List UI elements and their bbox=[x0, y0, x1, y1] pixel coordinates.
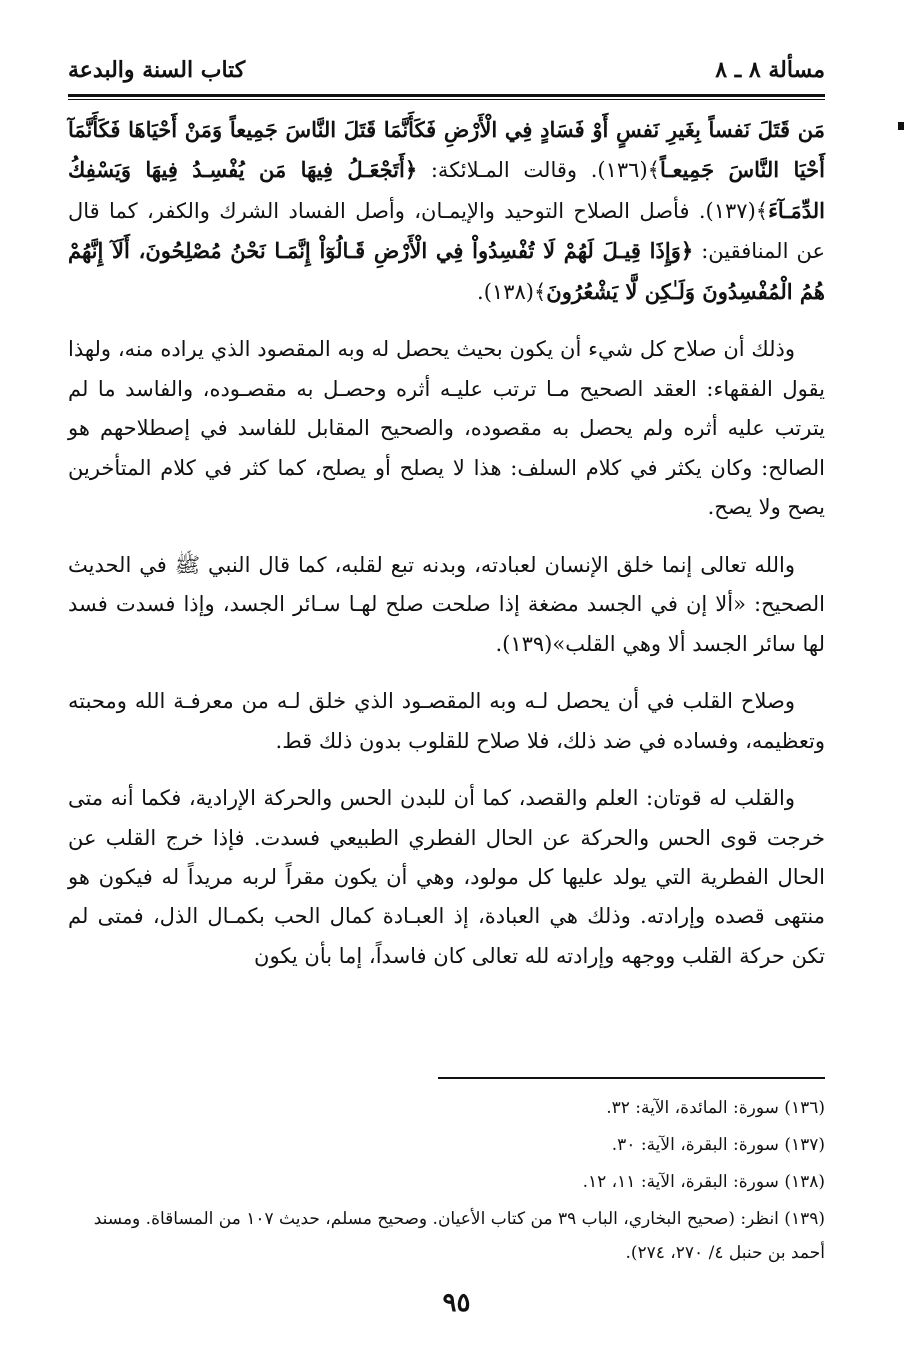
quran-verse: ﴿وَإِذَا قِيـلَ لَهُمْ لَا تُفْسِدُواْ فِي الْأَرْضِ قَـالُوٓاْ إِنَّمَـا نَحْنُ مُصْلِحُونَ، أَلَآ إِنَّهُمْ هُمُ الْمُفْسِدُونَ وَلَـٰكِن لَّا يَشْعُرُونَ bbox=[68, 238, 825, 304]
paragraph-text: ﴾(١٣٦). وقالت المـلائكة: bbox=[417, 158, 660, 183]
header-rule-thin bbox=[68, 99, 825, 100]
quran-verse: ﴿أَتَجْعَـلُ فِيهَا مَن يُفْسِـدُ فِيهَا وَيَسْفِكُ الدِّمَـآءَ bbox=[68, 157, 825, 223]
paragraph-text: ﴾(١٣٧). فأصل الصلاح التوحيد والإيمـان، وأصل الفساد الشرك والكفر، كما قال عن المنافقين: bbox=[68, 198, 825, 264]
paragraph bbox=[68, 682, 825, 761]
running-header bbox=[68, 50, 825, 90]
page-number: ٩٥ bbox=[442, 1288, 471, 1318]
header-book-title: كتاب السنة والبدعة bbox=[68, 57, 246, 83]
footnotes bbox=[68, 1092, 825, 1274]
header-issue-number: مسألة ٨ ـ ٨ bbox=[715, 57, 825, 83]
paragraph bbox=[68, 779, 825, 976]
paragraph bbox=[68, 110, 825, 312]
paragraph-text: وذلك أن صلاح كل شيء أن يكون بحيث يحصل له وبه المقصود الذي يراده منه، ولهذا يقول الفقهاء: العقد الصحيح مـا ترتب عليـه أثره وحصـل به مقصـوده، والفاسد ما لم يترتب عليه أثره ولم يحصل به مقصوده، والصحيح المقابل للفاسد في إصطلاحهم هو الصالح: وكان يكثر في كلام السلف: هذا لا يصلح أو يصلح، كما كثر في كلام المتأخرين يصح ولا يصح. bbox=[68, 337, 825, 520]
footnote-138: (١٣٨) سورة: البقرة، الآية: ١١، ١٢. bbox=[582, 1172, 825, 1193]
paragraph-text: والقلب له قوتان: العلم والقصد، كما أن للبدن الحس والحركة الإرادية، فكما أنه متى خرجت قوى الحس والحركة عن الحال الفطري الطبيعي فسدت. فإذا خرج القلب عن الحال الفطرية التي يولد عليها كل مولود، وهي أن يكون مقراً لربه مريداً له فيكون هو منتهى قصده وإرادته. وذلك هي العبادة، إذ العبـادة كمال الحب بكمـال الذل، فمتى لم تكن حركة القلب ووجهه وإرادته لله تعالى كان فاسداً، إما بأن يكون bbox=[68, 786, 825, 968]
footnote-rule bbox=[438, 1077, 825, 1079]
main-text bbox=[68, 110, 825, 994]
footnote-137: (١٣٧) سورة: البقرة، الآية: ٣٠. bbox=[611, 1135, 825, 1156]
header-rule bbox=[68, 94, 825, 97]
margin-mark bbox=[898, 122, 904, 130]
paragraph bbox=[68, 546, 825, 664]
paragraph-text: والله تعالى إنما خلق الإنسان لعبادته، وبدنه تبع لقلبه، كما قال النبي ﷺ في الحديث الصحيح: «ألا إن في الجسد مضغة إذا صلحت صلح لهـا سـائر الجسد، وإذا فسدت فسد لها سائر الجسد ألا وهي القلب»(١٣٩). bbox=[68, 552, 825, 656]
quran-verse: مَن قَتَلَ نَفساً بِغَيرِ نَفسٍ أَوْ فَسَادٍ فِي الْأَرْضِ فَكَأَنَّمَا قَتَلَ النَّاسَ جَمِيعاً وَمَنْ أَحْيَاهَا فَكَأَنَّمَآ أَحْيَا النَّاسَ جَمِيعـاً bbox=[68, 117, 826, 183]
footnote-136: (١٣٦) سورة: المائدة، الآية: ٣٢. bbox=[606, 1098, 825, 1118]
paragraph-text: وصلاح القلب في أن يحصل لـه وبه المقصـود الذي خلق لـه من معرفـة الله ومحبته وتعظيمه، وفساده في ضد ذلك، فلا صلاح للقلوب بدون ذلك قط. bbox=[68, 689, 825, 753]
paragraph bbox=[68, 330, 825, 527]
paragraph-text: ﴾(١٣٨). bbox=[477, 279, 547, 304]
footnote-139: (١٣٩) انظر: (صحيح البخاري، الباب ٣٩ من كتاب الأعيان. وصحيح مسلم، حديث ١٠٧ من المساقاة. ومسند أحمد بن حنبل ٤/ ٢٧٠، ٢٧٤). bbox=[93, 1209, 825, 1263]
